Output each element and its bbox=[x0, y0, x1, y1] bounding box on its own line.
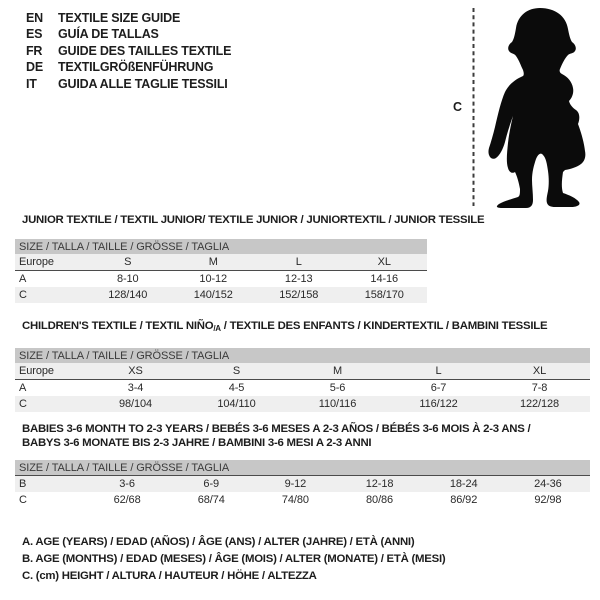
table-header-bar bbox=[15, 239, 427, 254]
cell-value: 5-6 bbox=[287, 380, 388, 397]
cell-value: 6-7 bbox=[388, 380, 489, 397]
table-row-c bbox=[15, 492, 590, 508]
cell-value: M bbox=[208, 256, 218, 268]
language-title-list bbox=[26, 10, 231, 92]
cell-value: S bbox=[232, 365, 241, 377]
language-code: ES bbox=[26, 27, 43, 42]
language-title: GUÍA DE TALLAS bbox=[58, 27, 159, 42]
table-row-europe bbox=[15, 363, 590, 380]
cell-value: 24-36 bbox=[506, 476, 590, 493]
size-header-cell: SIZE / TALLA / TAILLE / GRÖSSE / TAGLIA bbox=[15, 348, 590, 363]
cell-value: 92/98 bbox=[534, 494, 562, 506]
language-row-it bbox=[26, 76, 231, 92]
legend-note-2: B. AGE (MONTHS) / EDAD (MESES) / ÂGE (MOIS) / ALTER (MONATE) / ETÀ (MESI) bbox=[22, 553, 446, 565]
toddler-silhouette-icon bbox=[483, 4, 599, 208]
cell-value: L bbox=[295, 256, 302, 268]
cell-value: 9-12 bbox=[253, 476, 337, 493]
language-row-es bbox=[26, 26, 231, 42]
cell-value: S bbox=[124, 256, 132, 268]
language-title: TEXTILE SIZE GUIDE bbox=[58, 11, 181, 25]
cell-value: 3-6 bbox=[85, 476, 169, 493]
cell-value: 110/116 bbox=[318, 398, 357, 410]
size-table bbox=[15, 460, 590, 508]
table-row-europe bbox=[15, 254, 427, 271]
row-label: Europe bbox=[19, 256, 54, 268]
language-title: GUIDA ALLE TAGLIE TESSILI bbox=[58, 76, 228, 91]
row-label: Europe bbox=[19, 365, 54, 377]
language-title: GUIDE DES TAILLES TEXTILE bbox=[58, 43, 232, 58]
size-table-section-2 bbox=[15, 319, 590, 412]
cell-value: 80/86 bbox=[366, 494, 394, 506]
table-title-line bbox=[22, 213, 484, 227]
cell-value: 3-4 bbox=[85, 380, 186, 397]
size-header-cell: SIZE / TALLA / TAILLE / GRÖSSE / TAGLIA bbox=[15, 239, 427, 254]
toddler-figure bbox=[450, 0, 600, 215]
cell-value: 12-13 bbox=[256, 271, 342, 288]
language-row-fr bbox=[26, 43, 231, 59]
table-title-text: / TEXTILE DES ENFANTS / KINDERTEXTIL / BAMBINI TESSILE bbox=[220, 320, 548, 332]
cell-value: 74/80 bbox=[281, 494, 309, 506]
height-measure-label: C bbox=[453, 100, 463, 114]
table-row-c bbox=[15, 396, 590, 412]
cell-value: 12-18 bbox=[337, 476, 421, 493]
cell-value: 104/110 bbox=[217, 398, 256, 410]
language-code: IT bbox=[26, 76, 37, 91]
table-title-text: BABIES 3-6 MONTH TO 2-3 YEARS / BEBÉS 3-6 MESES A 2-3 AÑOS / BÉBÉS 3-6 MOIS À 2-3 ANS / bbox=[22, 423, 531, 435]
language-code: FR bbox=[26, 43, 43, 58]
table-title-line bbox=[22, 319, 590, 336]
language-title: TEXTILGRÖßENFÜHRUNG bbox=[58, 60, 214, 75]
legend-note-3: C. (cm) HEIGHT / ALTURA / HAUTEUR / HÖHE / ALTEZZA bbox=[22, 570, 317, 582]
language-code: DE bbox=[26, 60, 43, 75]
legend-notes bbox=[22, 534, 445, 585]
table-title-text: JUNIOR TEXTILE / TEXTIL JUNIOR/ TEXTILE JUNIOR / JUNIORTEXTIL / JUNIOR TESSILE bbox=[22, 214, 485, 226]
table-title bbox=[22, 319, 590, 336]
cell-value: 14-16 bbox=[342, 271, 428, 288]
cell-value: 7-8 bbox=[489, 380, 590, 397]
row-label: A bbox=[15, 380, 85, 397]
cell-value: M bbox=[332, 365, 343, 377]
cell-value: XL bbox=[377, 256, 391, 268]
row-label: A bbox=[15, 271, 85, 288]
language-row-en bbox=[26, 10, 231, 26]
size-table-section-1 bbox=[15, 213, 484, 303]
row-label: B bbox=[15, 476, 85, 493]
table-header-bar bbox=[15, 460, 590, 476]
row-label: C bbox=[19, 398, 27, 410]
cell-value: 6-9 bbox=[169, 476, 253, 493]
cell-value: 4-5 bbox=[186, 380, 287, 397]
cell-value: L bbox=[435, 365, 442, 377]
table-row-b bbox=[15, 476, 590, 493]
height-measure-dashed-line bbox=[471, 8, 476, 208]
cell-value: XS bbox=[128, 365, 143, 377]
table-row-a bbox=[15, 271, 427, 288]
cell-value: XL bbox=[532, 365, 547, 377]
table-row-a bbox=[15, 380, 590, 397]
cell-value: 152/158 bbox=[279, 289, 319, 301]
cell-value: 98/104 bbox=[118, 398, 153, 410]
size-table bbox=[15, 239, 427, 303]
cell-value: 18-24 bbox=[422, 476, 506, 493]
cell-value: 8-10 bbox=[85, 271, 171, 288]
table-title-text: CHILDREN'S TEXTILE / TEXTIL NIÑO bbox=[22, 320, 214, 332]
cell-value: 68/74 bbox=[197, 494, 225, 506]
cell-value: 86/92 bbox=[450, 494, 478, 506]
table-title bbox=[22, 422, 590, 450]
size-table-section-3 bbox=[15, 422, 590, 508]
row-label: C bbox=[19, 289, 27, 301]
table-title-subscript: /A bbox=[213, 324, 221, 333]
row-label: C bbox=[19, 494, 27, 506]
cell-value: 128/140 bbox=[108, 289, 148, 301]
cell-value: 122/128 bbox=[519, 398, 560, 410]
cell-value: 116/122 bbox=[419, 398, 458, 410]
table-row-c bbox=[15, 287, 427, 303]
language-row-de bbox=[26, 59, 231, 75]
table-title-text: BABYS 3-6 MONATE BIS 2-3 JAHRE / BAMBINI 3-6 MESI A 2-3 ANNI bbox=[22, 437, 372, 449]
cell-value: 158/170 bbox=[364, 289, 404, 301]
legend-note-1: A. AGE (YEARS) / EDAD (AÑOS) / ÂGE (ANS) / ALTER (JAHRE) / ETÀ (ANNI) bbox=[22, 536, 415, 548]
table-title bbox=[22, 213, 484, 227]
size-table bbox=[15, 348, 590, 412]
cell-value: 10-12 bbox=[171, 271, 257, 288]
table-title-line bbox=[22, 422, 590, 436]
cell-value: 140/152 bbox=[193, 289, 233, 301]
cell-value: 62/68 bbox=[113, 494, 141, 506]
language-code: EN bbox=[26, 11, 43, 25]
table-header-bar bbox=[15, 348, 590, 363]
size-header-cell: SIZE / TALLA / TAILLE / GRÖSSE / TAGLIA bbox=[15, 460, 590, 476]
table-title-line bbox=[22, 436, 590, 450]
